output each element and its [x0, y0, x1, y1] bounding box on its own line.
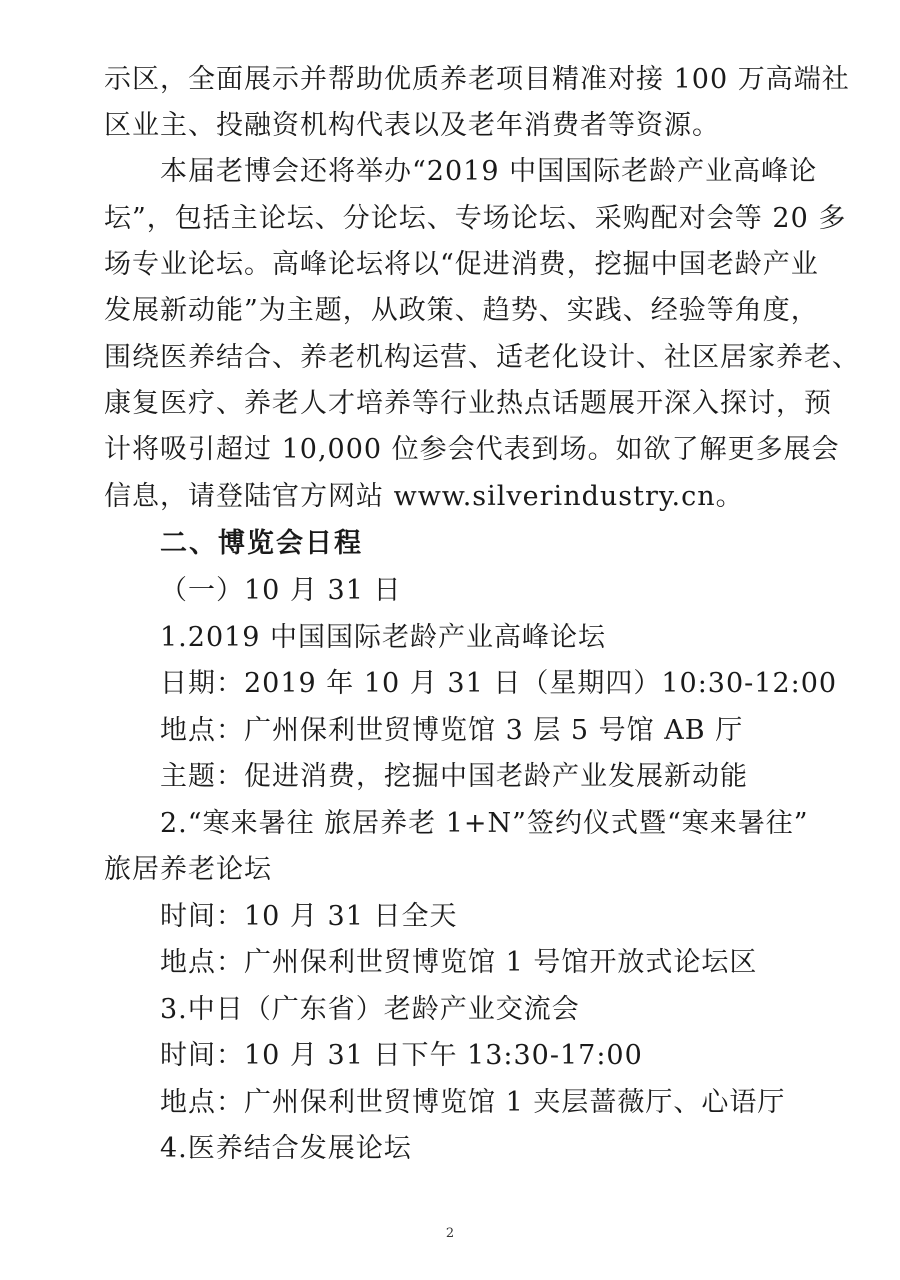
paragraph-line: 信息，请登陆官方网站 www.silverindustry.cn。	[104, 481, 744, 512]
event-location: 地点：广州保利世贸博览馆 1 夹层蔷薇厅、心语厅	[160, 1087, 786, 1118]
event-time: 时间：10 月 31 日全天	[160, 901, 458, 932]
section-heading: 二、博览会日程	[160, 528, 363, 559]
subsection-date: （一）10 月 31 日	[160, 575, 402, 606]
paragraph-line: 区业主、投融资机构代表以及老年消费者等资源。	[104, 110, 720, 141]
page-number: 2	[445, 1226, 455, 1241]
paragraph-line: 本届老博会还将举办“2019 中国国际老龄产业高峰论	[160, 156, 818, 187]
paragraph-line: 围绕医养结合、养老机构运营、适老化设计、社区居家养老、	[104, 342, 860, 373]
event-title: 3.中日（广东省）老龄产业交流会	[160, 994, 580, 1025]
event-location: 地点：广州保利世贸博览馆 3 层 5 号馆 AB 厅	[160, 715, 744, 746]
paragraph-line: 计将吸引超过 10,000 位参会代表到场。如欲了解更多展会	[104, 434, 840, 465]
event-theme: 主题：促进消费，挖掘中国老龄产业发展新动能	[160, 761, 748, 792]
event-time: 时间：10 月 31 日下午 13:30-17:00	[160, 1040, 643, 1071]
paragraph-line: 发展新动能”为主题，从政策、趋势、实践、经验等角度，	[104, 295, 819, 326]
event-title-continued: 旅居养老论坛	[104, 854, 272, 885]
event-location: 地点：广州保利世贸博览馆 1 号馆开放式论坛区	[160, 947, 758, 978]
paragraph-line: 示区，全面展示并帮助优质养老项目精准对接 100 万高端社	[104, 64, 850, 95]
event-title: 1.2019 中国国际老龄产业高峰论坛	[160, 622, 607, 653]
event-date: 日期：2019 年 10 月 31 日（星期四）10:30-12:00	[160, 668, 838, 699]
event-title: 4.医养结合发展论坛	[160, 1133, 412, 1164]
paragraph-line: 坛”，包括主论坛、分论坛、专场论坛、采购配对会等 20 多	[104, 203, 847, 234]
paragraph-line: 康复医疗、养老人才培养等行业热点话题展开深入探讨，预	[104, 388, 832, 419]
paragraph-line: 场专业论坛。高峰论坛将以“促进消费，挖掘中国老龄产业	[104, 249, 819, 280]
event-title: 2.“寒来暑往 旅居养老 1+N”签约仪式暨“寒来暑往”	[160, 808, 809, 839]
